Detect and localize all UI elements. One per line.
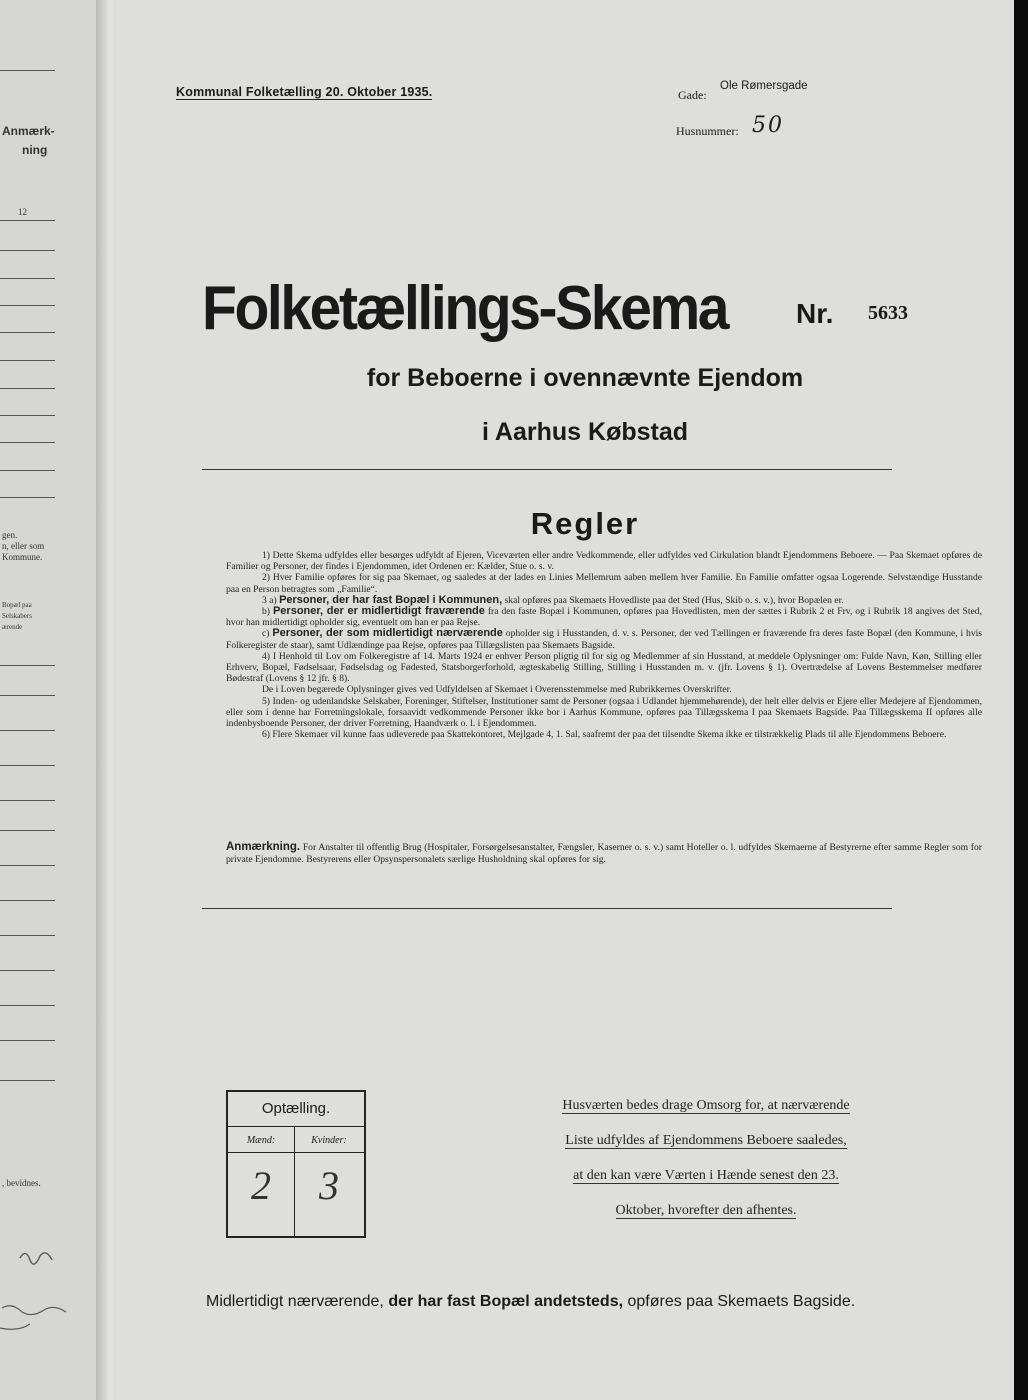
margin-text: ærende (2, 623, 23, 631)
form-number-label: Nr. (796, 298, 834, 329)
remark-text: For Anstalter til offentlig Brug (Hospitaler, Forsørgelsesanstalter, Fængsler, Kaserner o. s. v.) samt Hoteller o. l. udfyldes Skemaerne af Bestyrerne efter samme Regler som for private Ejendomme. Bestyrerens eller Opsynspersonalets særlige Husholdning skal opføres for sig. (226, 842, 982, 865)
handwriting-scribble (0, 1240, 70, 1350)
margin-rule (0, 332, 55, 333)
women-count: 3 (319, 1163, 339, 1208)
census-title: Kommunal Folketælling 20. Oktober 1935. (176, 85, 433, 99)
margin-rule (0, 695, 55, 696)
margin-text: n, eller som (2, 541, 45, 551)
margin-text: Anmærk- (2, 124, 55, 138)
count-box (226, 1090, 366, 1238)
margin-rule (0, 70, 55, 71)
margin-rule (0, 970, 55, 971)
book-gutter (96, 0, 118, 1400)
margin-rule (0, 665, 55, 666)
rule-4: 4) I Henhold til Lov om Folkeregistre af 14. Marts 1924 er enhver Person pligtig til for sig og Medlemmer af sin Husstand, at meddele Oplysninger om: Fulde Navn, Køn, Stilling eller Erhverv, Bopæl, Fødselsaar, Fødselsdag og Fødested, Statsborgerforhold, ægteskabelig Stilling, Stilling i Husstanden m. v. (jfr. Lovens § 1). Overtrædelse af Lovens Bestemmelser medfører Bødestraf (Lovens § 12 jfr. § 8). (226, 650, 982, 685)
house-number-value: 50 (752, 113, 784, 138)
margin-rule (0, 220, 55, 221)
women-label: Kvinder: (311, 1135, 347, 1146)
margin-text: gen. (2, 530, 18, 540)
rule-3c: c) Personer, der som midlertidigt nærværende opholder sig i Husstanden, d. v. s. Personer, der ved Tællingen er fraværende fra deres faste Bopæl (den Kommune, i hvis Folkeregister de staar), samt Udlændinge paa Rejse, opføres paa Tillægslisten paa Skemaets Bagside. (226, 627, 983, 651)
margin-rule (0, 250, 55, 251)
rules-heading: Regler (530, 506, 640, 541)
margin-rule (0, 830, 55, 831)
margin-rule (0, 765, 55, 766)
margin-text: , bevidnes. (2, 1178, 41, 1188)
margin-rule (0, 278, 55, 279)
remark-paragraph (226, 842, 982, 865)
men-count: 2 (251, 1163, 271, 1208)
rule-3b: b) Personer, der er midlertidigt fraværende fra den faste Bopæl i Kommunen, opføres paa Hovedlisten, men der sættes i Rubrik 2 et Frv, og i Rubrik 18 angives det Sted, hvor han midlertidigt opholder sig, eventuelt om han er paa Rejse. (226, 605, 983, 629)
margin-text: 12 (18, 207, 27, 217)
margin-text: Kommune. (2, 552, 43, 562)
street-label: Gade: (678, 88, 707, 102)
margin-text: ning (22, 143, 48, 157)
margin-text: Bopæl paa (2, 601, 32, 609)
rule-2: 2) Hver Familie opføres for sig paa Skemaet, og saaledes at der lades en Linies Mellemrum aaben mellem hver Familie. En Familie omfatter ogsaa Logerende. Selvstændige Husstande paa en Person betragtes som „Familie“. (226, 572, 982, 595)
rules-text (226, 550, 982, 740)
divider (202, 908, 892, 909)
margin-rule (0, 415, 55, 416)
margin-rule (0, 865, 55, 866)
margin-rule (0, 935, 55, 936)
form-title: Folketællings-Skema (202, 274, 728, 343)
margin-rule (0, 470, 55, 471)
notice-line-1: Husværten bedes drage Omsorg for, at nærværende (562, 1098, 850, 1113)
remark-label: Anmærkning. (226, 841, 301, 853)
street-value: Ole Rømersgade (720, 80, 808, 92)
notice-line-3: at den kan være Værten i Hænde senest den 23. (573, 1168, 839, 1183)
rule-6: 6) Flere Skemaer vil kunne faas udleverede paa Skattekontoret, Mejlgade 4, 1. Sal, saafremt der paa det tilsendte Skema ikke er tilstrækkelig Plads til alle Ejendommens Beboere. (262, 729, 947, 741)
notice-line-2: Liste udfyldes af Ejendommens Beboere saaledes, (565, 1133, 847, 1148)
rule-5: 5) Inden- og udenlandske Selskaber, Foreninger, Stiftelser, Institutioner samt de Personer (ogsaa i Udlandet hjemmehørende), der helt eller delvis er Ejere eller Medejere af Ejendommen, eller som i denne har Forretningslokale, forsaavidt vedkommende Personer ikke bor i Aarhus Kommune, opføres paa Tillægsskema I paa Skemaets Bagside. Paa Tillægsskema II opføres alle indenbysboende Personer, der driver Forretning, Haandværk o. l. i Ejendommen. (226, 695, 982, 730)
margin-rule (0, 442, 55, 443)
rule-3a: 3 a) Personer, der har fast Bopæl i Kommunen, skal opføres paa Skemaets Hovedliste paa det Sted (Hus, Skib o. s. v.), hvor Bopælen er. (262, 593, 844, 606)
rule-1: 1) Dette Skema udfyldes eller besørges udfyldt af Ejeren, Viceværten eller andre Vedkommende, eller udfyldes ved Cirkulation blandt Ejendommens Beboere. — Paa Skemaet opføres de Familier og Personer, der findes i Ejendommen, idet Ordenen er: Kælder, Stue o. s. v. (226, 550, 982, 573)
margin-rule (0, 900, 55, 901)
count-box-divider (294, 1126, 295, 1236)
footer-note: Midlertidigt nærværende, der har fast Bopæl andetsteds, opføres paa Skemaets Bagside. (206, 1293, 856, 1310)
margin-rule (0, 800, 55, 801)
margin-rule (0, 360, 55, 361)
count-title: Optælling. (261, 1100, 331, 1117)
form-subtitle-2: i Aarhus Købstad (481, 418, 689, 446)
margin-rule (0, 388, 55, 389)
rule-4b: De i Loven begærede Oplysninger gives ved Udfyldelsen af Skemaet i Overensstemmelse med Rubrikkernes Overskrifter. (262, 684, 732, 696)
margin-rule (0, 1040, 55, 1041)
census-form-page (116, 0, 1014, 1400)
margin-text: Selskabers (2, 612, 32, 620)
form-number-value: 5633 (868, 302, 908, 324)
margin-rule (0, 1080, 55, 1081)
divider (202, 469, 892, 470)
men-label: Mænd: (246, 1135, 276, 1146)
margin-rule (0, 1005, 55, 1006)
form-subtitle-1: for Beboerne i ovennævnte Ejendom (366, 364, 804, 392)
notice-line-4: Oktober, hvorefter den afhentes. (615, 1203, 797, 1218)
count-box-rule (228, 1152, 364, 1153)
previous-page-margin (0, 0, 100, 1400)
margin-rule (0, 730, 55, 731)
margin-rule (0, 305, 55, 306)
margin-rule (0, 497, 55, 498)
house-number-label: Husnummer: (676, 124, 739, 138)
count-box-rule (228, 1126, 364, 1127)
